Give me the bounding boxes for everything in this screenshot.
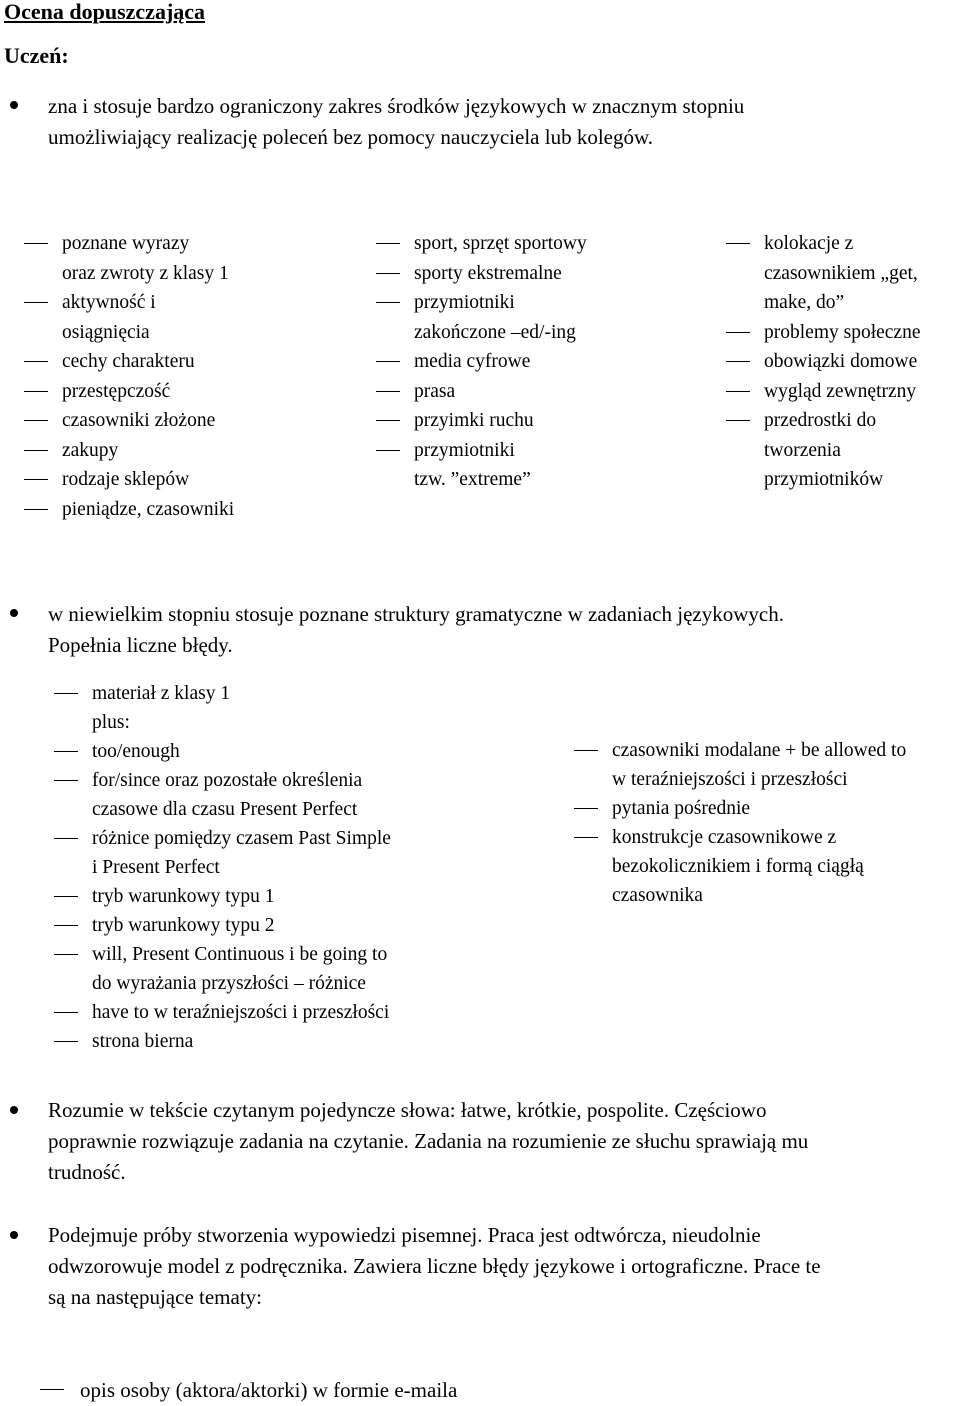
list-item bbox=[726, 377, 921, 407]
item-line: aktywność i bbox=[62, 292, 156, 313]
text-line: umożliwiający realizację poleceń bez pomocy nauczyciela lub kolegów. bbox=[48, 125, 654, 149]
list-item bbox=[24, 288, 234, 347]
item-line: rodzaje sklepów bbox=[62, 469, 190, 490]
dash-marker bbox=[54, 838, 78, 839]
dash-marker bbox=[24, 450, 48, 451]
bullet-paragraph-vocabulary bbox=[48, 91, 744, 153]
item-line: przedrostki do bbox=[764, 410, 877, 431]
list-item bbox=[726, 318, 921, 348]
item-line: do wyrażania przyszłości – różnice bbox=[92, 973, 366, 994]
bullet-dot bbox=[10, 1106, 18, 1114]
item-line: konstrukcje czasownikowe z bbox=[612, 827, 837, 848]
dash-marker bbox=[376, 273, 400, 274]
list-item bbox=[54, 911, 391, 940]
text-line: w niewielkim stopniu stosuje poznane struktury gramatyczne w zadaniach językowych. bbox=[48, 602, 784, 626]
item-line: przymiotniki bbox=[414, 439, 515, 461]
dash-marker bbox=[24, 302, 48, 303]
item-line: media cyfrowe bbox=[414, 351, 531, 372]
item-line: tryb warunkowy typu 2 bbox=[92, 915, 275, 936]
item-line: sport, sprzęt sportowy bbox=[414, 233, 587, 254]
vocab-list-1 bbox=[24, 229, 234, 524]
dash-marker bbox=[726, 361, 750, 362]
dash-marker bbox=[726, 391, 750, 392]
list-item bbox=[54, 766, 391, 824]
list-item bbox=[24, 347, 234, 377]
text-line: Podejmuje próby stworzenia wypowiedzi pisemnej. Praca jest odtwórcza, nieudolnie bbox=[48, 1223, 761, 1247]
item-line: plus: bbox=[92, 712, 130, 733]
item-line: will, Present Continuous i be going to bbox=[92, 944, 388, 965]
list-item bbox=[54, 679, 391, 737]
dash-marker bbox=[376, 243, 400, 244]
list-item bbox=[376, 406, 587, 436]
text-line: zna i stosuje bardzo ograniczony zakres środków językowych w znacznym stopniu bbox=[48, 94, 745, 118]
list-item bbox=[54, 737, 391, 766]
item-line: problemy społeczne bbox=[764, 321, 921, 343]
item-line: kolokacje z bbox=[764, 233, 854, 254]
vocab-list-3 bbox=[726, 229, 921, 495]
dash-marker bbox=[726, 243, 750, 244]
text-line: Rozumie w tekście czytanym pojedyncze słowa: łatwe, krótkie, pospolite. Częściowo bbox=[48, 1098, 767, 1122]
dash-marker bbox=[54, 954, 78, 955]
item-line: czasownika bbox=[612, 885, 703, 906]
dash-marker bbox=[726, 332, 750, 333]
list-item bbox=[376, 347, 587, 377]
list-item bbox=[376, 436, 587, 495]
list-item bbox=[726, 406, 921, 495]
dash-marker bbox=[376, 302, 400, 303]
item-line: tworzenia bbox=[764, 439, 841, 461]
item-line: czasowniki złożone bbox=[62, 410, 216, 431]
dash-marker bbox=[54, 1012, 78, 1013]
bullet-paragraph-writing bbox=[48, 1220, 821, 1313]
list-item bbox=[376, 229, 587, 259]
item-line: i Present Perfect bbox=[92, 857, 220, 878]
dash-marker bbox=[24, 509, 48, 510]
list-item bbox=[24, 377, 234, 407]
student-label: Uczeń: bbox=[4, 43, 69, 68]
item-line: strona bierna bbox=[92, 1031, 194, 1052]
dash-marker bbox=[24, 361, 48, 362]
dash-marker bbox=[574, 837, 598, 838]
item-line: przymiotników bbox=[764, 469, 884, 490]
item-line: for/since oraz pozostałe określenia bbox=[92, 770, 363, 791]
bullet-dot bbox=[10, 101, 18, 109]
list-item bbox=[54, 882, 391, 911]
item-line: różnice pomiędzy czasem Past Simple bbox=[92, 828, 391, 849]
item-line: materiał z klasy 1 bbox=[92, 683, 231, 704]
list-item bbox=[24, 436, 234, 466]
list-item bbox=[376, 259, 587, 289]
dash-marker bbox=[54, 751, 78, 752]
text-line: Popełnia liczne błędy. bbox=[48, 633, 233, 657]
dash-marker bbox=[24, 420, 48, 421]
list-item bbox=[54, 940, 391, 998]
page-heading: Ocena dopuszczająca bbox=[4, 0, 206, 24]
list-item bbox=[574, 794, 906, 823]
list-item bbox=[376, 377, 587, 407]
text-line: poprawnie rozwiązuje zadania na czytanie. Zadania na rozumienie ze słuchu sprawiają mu bbox=[48, 1129, 809, 1153]
item-line: opis osoby (aktora/aktorki) w formie e-maila bbox=[80, 1378, 458, 1402]
item-line: poznane wyrazy bbox=[62, 233, 190, 254]
dash-marker bbox=[40, 1389, 64, 1390]
list-item bbox=[54, 1027, 391, 1056]
dash-marker bbox=[24, 243, 48, 244]
item-line: wygląd zewnętrzny bbox=[764, 380, 917, 402]
item-line: prasa bbox=[414, 380, 456, 402]
topic-list bbox=[40, 1375, 457, 1406]
dash-marker bbox=[54, 925, 78, 926]
item-line: pytania pośrednie bbox=[612, 798, 751, 819]
item-line: sporty ekstremalne bbox=[414, 262, 562, 284]
item-line: cechy charakteru bbox=[62, 351, 195, 372]
list-item bbox=[726, 229, 921, 318]
item-line: have to w teraźniejszości i przeszłości bbox=[92, 1002, 390, 1023]
dash-marker bbox=[376, 420, 400, 421]
list-item bbox=[24, 495, 234, 525]
vocab-list-2 bbox=[376, 229, 587, 495]
item-line: zakończone –ed/-ing bbox=[414, 321, 576, 343]
list-item bbox=[24, 406, 234, 436]
item-line: too/enough bbox=[92, 741, 180, 762]
text-line: trudność. bbox=[48, 1160, 126, 1184]
list-item bbox=[574, 736, 906, 794]
item-line: przymiotniki bbox=[414, 292, 515, 313]
item-line: make, do” bbox=[764, 292, 845, 313]
dash-marker bbox=[376, 450, 400, 451]
bullet-paragraph-reading bbox=[48, 1095, 808, 1188]
item-line: przestępczość bbox=[62, 380, 171, 402]
dash-marker bbox=[574, 808, 598, 809]
item-line: tryb warunkowy typu 1 bbox=[92, 886, 275, 907]
list-item bbox=[574, 823, 906, 910]
list-item bbox=[24, 465, 234, 495]
text-line: są na następujące tematy: bbox=[48, 1285, 262, 1309]
list-item bbox=[376, 288, 587, 347]
item-line: oraz zwroty z klasy 1 bbox=[62, 262, 229, 284]
list-item bbox=[726, 347, 921, 377]
list-item bbox=[54, 824, 391, 882]
item-line: tzw. ”extreme” bbox=[414, 469, 531, 490]
grammar-list-2 bbox=[574, 736, 906, 910]
item-line: przyimki ruchu bbox=[414, 410, 534, 431]
dash-marker bbox=[376, 361, 400, 362]
list-item bbox=[40, 1375, 457, 1406]
dash-marker bbox=[54, 1041, 78, 1042]
dash-marker bbox=[54, 896, 78, 897]
item-line: czasowe dla czasu Present Perfect bbox=[92, 799, 358, 820]
bullet-dot bbox=[10, 609, 18, 617]
bullet-dot bbox=[10, 1231, 18, 1239]
item-line: bezokolicznikiem i formą ciągłą bbox=[612, 856, 864, 877]
item-line: zakupy bbox=[62, 439, 119, 461]
list-item bbox=[54, 998, 391, 1027]
item-line: osiągnięcia bbox=[62, 321, 150, 343]
grammar-list-1 bbox=[54, 679, 391, 1056]
dash-marker bbox=[54, 780, 78, 781]
list-item bbox=[24, 229, 234, 288]
bullet-paragraph-grammar bbox=[48, 599, 784, 661]
item-line: czasowniki modalane + be allowed to bbox=[612, 740, 907, 761]
dash-marker bbox=[24, 391, 48, 392]
item-line: pieniądze, czasowniki bbox=[62, 498, 235, 520]
item-line: w teraźniejszości i przeszłości bbox=[612, 769, 848, 790]
dash-marker bbox=[24, 479, 48, 480]
dash-marker bbox=[376, 391, 400, 392]
dash-marker bbox=[574, 750, 598, 751]
dash-marker bbox=[54, 693, 78, 694]
item-line: obowiązki domowe bbox=[764, 351, 918, 372]
item-line: czasownikiem „get, bbox=[764, 262, 918, 284]
dash-marker bbox=[726, 420, 750, 421]
text-line: odwzorowuje model z podręcznika. Zawiera liczne błędy językowe i ortograficzne. Prace te bbox=[48, 1254, 821, 1278]
